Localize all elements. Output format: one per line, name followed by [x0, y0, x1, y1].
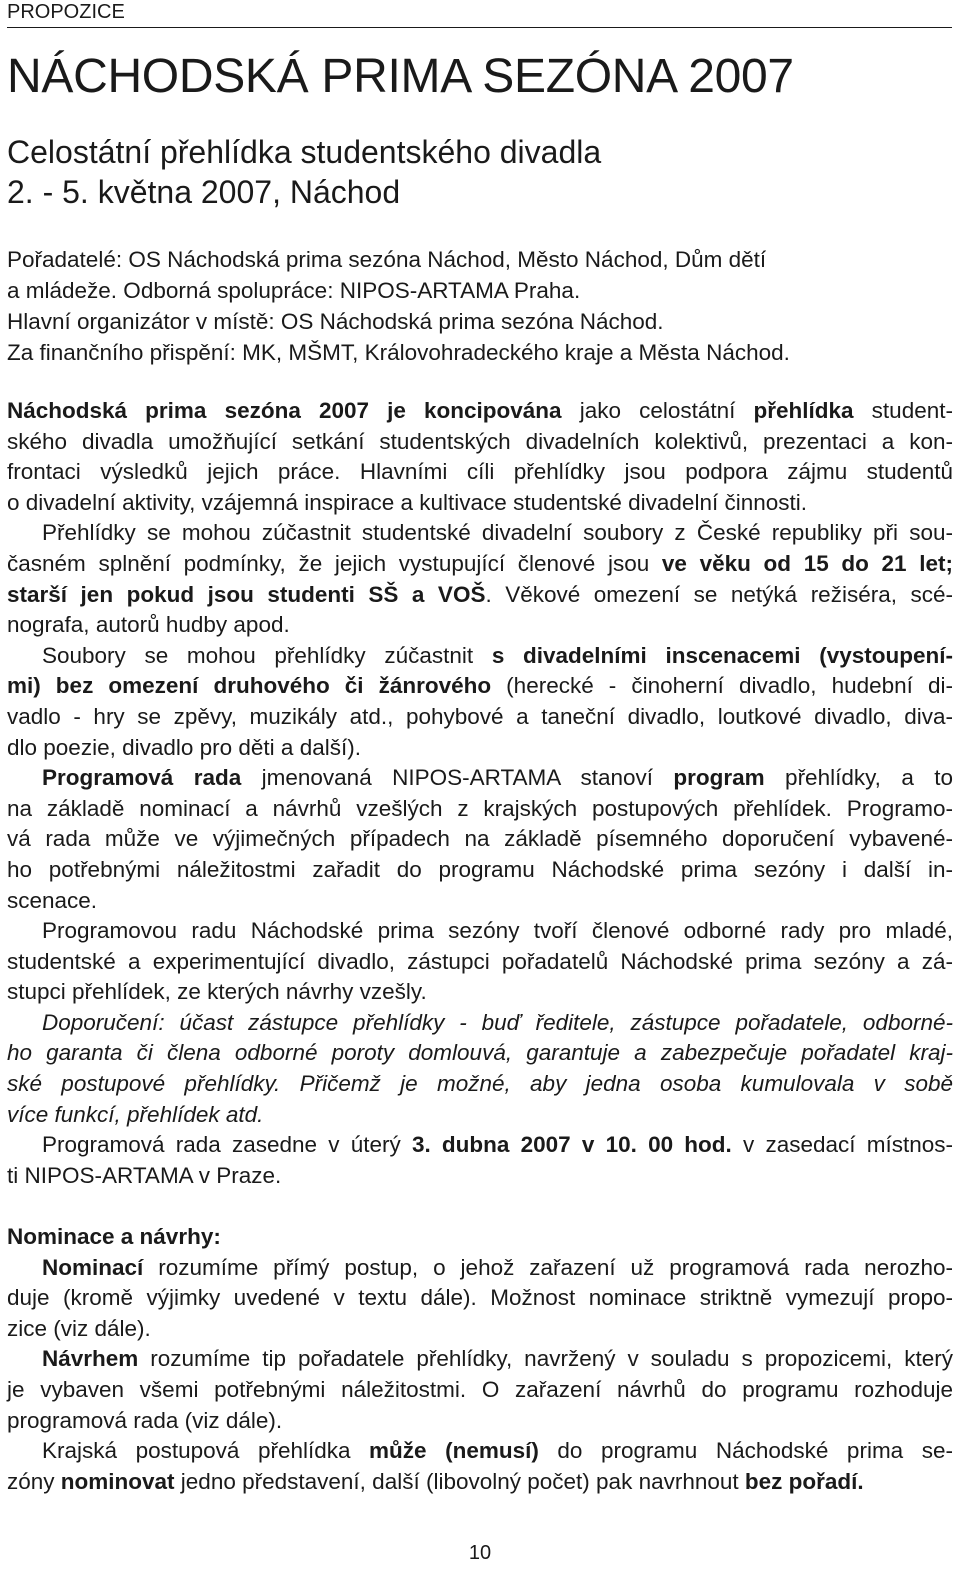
- bold-text: Nominace a návrhy:: [7, 1224, 221, 1250]
- bold-text: nominovat: [60, 1468, 175, 1494]
- page-title: NÁCHODSKÁ PRIMA SEZÓNA 2007: [7, 50, 794, 103]
- paragraph-line: [7, 1008, 953, 1039]
- subtitle-line-2: 2. - 5. května 2007, Náchod: [7, 174, 401, 210]
- paragraph-line: duje (kromě výjimky uvedené v textu dále). Možnost nominace striktně vymezují propo-: [7, 1285, 953, 1311]
- paragraph-line: [7, 1100, 953, 1131]
- body-text: [7, 396, 953, 1497]
- paragraph-line: scenace.: [7, 887, 98, 913]
- paragraph-line: dlo poezie, divadlo pro děti a další).: [7, 734, 361, 760]
- bold-text: mi) bez omezení druhového či žánrového: [7, 673, 492, 699]
- bold-text: s divadelními inscenacemi (vystoupení-: [491, 642, 953, 668]
- paragraph-line: studentské a experimentující divadlo, zástupci pořadatelů Náchodské prima sezóny a zá-: [7, 948, 953, 974]
- info-line: Za finančního přispění: MK, MŠMT, Královohradeckého kraje a Města Náchod.: [7, 340, 790, 365]
- spacer: [7, 1191, 953, 1222]
- italic-text: ské postupové přehlídky. Přičemž je možné, aby jedna osoba kumulovala v sobě: [7, 1071, 953, 1097]
- text-span: student-: [853, 398, 953, 423]
- bold-text: může (nemusí): [369, 1438, 539, 1464]
- bold-text: bez pořadí.: [744, 1468, 864, 1494]
- text-span: Krajská postupová přehlídka: [42, 1438, 370, 1464]
- paragraph-line: Přehlídky se mohou zúčastnit studentské divadelní soubory z České republiky při sou-: [42, 520, 953, 546]
- paragraph-line: nografa, autorů hudby apod.: [7, 612, 290, 638]
- paragraph-line: zice (viz dále).: [7, 1315, 151, 1341]
- paragraph-line: [7, 396, 953, 427]
- paragraph-line: ti NIPOS-ARTAMA v Praze.: [7, 1162, 282, 1188]
- paragraph-line: [7, 671, 953, 702]
- paragraph-line: [7, 763, 953, 794]
- text-span: rozumíme tip pořadatele přehlídky, navržený v souladu s propozicemi, který: [138, 1346, 953, 1372]
- paragraph-line: [7, 1069, 953, 1100]
- text-span: přehlídky, a to: [764, 765, 953, 791]
- text-span: jako celostátní: [561, 398, 754, 423]
- top-divider: [7, 27, 952, 28]
- text-span: jmenovaná NIPOS-ARTAMA stanoví: [241, 765, 674, 791]
- text-span: jedno představení, další (libovolný počet) pak navrhnout: [174, 1468, 745, 1494]
- text-span: do programu Náchodské prima se-: [538, 1438, 953, 1464]
- text-span: Programová rada zasedne v úterý: [42, 1132, 412, 1158]
- info-line: Hlavní organizátor v místě: OS Náchodská prima sezóna Náchod.: [7, 309, 664, 334]
- bold-text: Nominací: [42, 1254, 144, 1280]
- paragraph-line: Programovou radu Náchodské prima sezóny tvoří členové odborné rady pro mladé,: [42, 918, 953, 944]
- info-line: Pořadatelé: OS Náchodská prima sezóna Náchod, Město Náchod, Dům dětí: [7, 247, 767, 272]
- section-heading: [7, 1222, 953, 1253]
- paragraph-line: vá rada může ve výjimečných případech na základě písemného doporučení vybavené-: [7, 826, 953, 852]
- paragraph-line: je vybaven všemi potřebnými náležitostmi. O zařazení návrhů do programu rozhoduje: [7, 1377, 953, 1402]
- bold-text: 3. dubna 2007 v 10. 00 hod.: [411, 1132, 732, 1158]
- text-span: . Věkové omezení se netýká režiséra, scé-: [485, 581, 953, 607]
- bold-text: starší jen pokud jsou studenti SŠ a VOŠ: [7, 581, 486, 607]
- text-span: v zasedací místnos-: [731, 1132, 953, 1158]
- paragraph-line: na základě nominací a návrhů vzešlých z krajských postupových přehlídek. Programo-: [7, 795, 953, 821]
- bold-text: Návrhem: [42, 1346, 139, 1372]
- text-span: časném splnění podmínky, že jejich vystupující členové jsou: [7, 550, 662, 576]
- section-label: PROPOZICE: [7, 1, 125, 23]
- italic-text: ho garanta či člena odborné poroty domlouvá, garantuje a zabezpečuje pořadatel kraj-: [7, 1040, 953, 1066]
- bold-text: Náchodská prima sezóna 2007 je koncipována: [7, 398, 562, 423]
- page-number: 10: [468, 1542, 492, 1564]
- italic-text: Doporučení: účast zástupce přehlídky - buď ředitele, zástupce pořadatele, odborné-: [42, 1009, 953, 1035]
- paragraph-line: programová rada (viz dále).: [7, 1407, 283, 1433]
- paragraph-line: [7, 641, 953, 672]
- paragraph-line: frontaci výsledků jejich práce. Hlavními cíli přehlídky jsou podpora zájmu studentů: [7, 459, 953, 485]
- paragraph-line: vadlo - hry se zpěvy, muzikály atd., pohybové a taneční divadlo, loutkové divadlo, diva-: [7, 703, 953, 729]
- text-span: rozumíme přímý postup, o jehož zařazení už programová rada nerozho-: [143, 1254, 953, 1280]
- paragraph-line: [7, 580, 953, 611]
- info-line: a mládeže. Odborná spolupráce: NIPOS-ARTAMA Praha.: [7, 278, 581, 303]
- subtitle-line-1: Celostátní přehlídka studentského divadla: [7, 134, 602, 170]
- text-span: (herecké - činoherní divadlo, hudební di-: [491, 673, 953, 699]
- bold-text: Programová rada: [42, 765, 242, 791]
- paragraph-line: [7, 549, 953, 580]
- bold-text: ve věku od 15 do 21 let;: [661, 550, 953, 576]
- paragraph-line: stupci přehlídek, ze kterých návrhy vzešly.: [7, 979, 427, 1005]
- bold-text: program: [673, 765, 765, 791]
- text-span: Soubory se mohou přehlídky zúčastnit: [42, 642, 492, 668]
- text-span: zóny: [7, 1468, 61, 1494]
- paragraph-line: [7, 1467, 953, 1498]
- paragraph-line: o divadelní aktivity, vzájemná inspirace a kultivace studentské divadelní činnosti.: [7, 489, 808, 515]
- organizers-info: [7, 244, 953, 368]
- paragraph-line: [7, 1130, 953, 1161]
- italic-text: více funkcí, přehlídek atd.: [7, 1101, 264, 1127]
- paragraph-line: [7, 1436, 953, 1467]
- paragraph-line: [7, 1344, 953, 1375]
- paragraph-line: [7, 1038, 953, 1069]
- paragraph-line: ho potřebnými náležitostmi zařadit do programu Náchodské prima sezóny i další in-: [7, 856, 953, 882]
- bold-text: přehlídka: [753, 398, 854, 423]
- paragraph-line: [7, 1253, 953, 1284]
- paragraph-line: ského divadla umožňující setkání studentských divadelních kolektivů, prezentaci a kon-: [7, 428, 953, 454]
